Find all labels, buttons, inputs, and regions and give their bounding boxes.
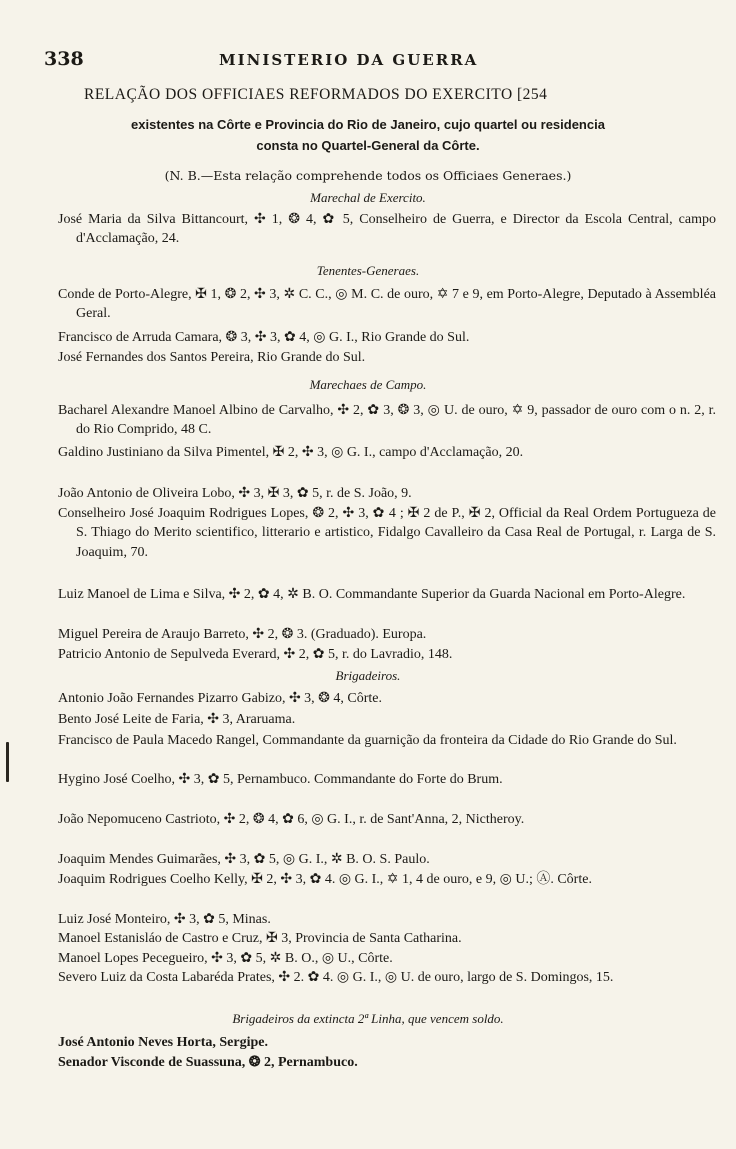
- margin-ink-mark: [6, 742, 9, 782]
- list-entry: Miguel Pereira de Araujo Barreto, ✣ 2, ❂ 3. (Graduado). Europa.: [58, 627, 427, 642]
- list-entry: Conselheiro José Joaquim Rodrigues Lopes, ❂ 2, ✣ 3, ✿ 4 ; ✠ 2 de P., ✠ 2, Official da Real Ordem Portugueza de S. Thiago do Merito scientifico, litterario e artistico, Fidalgo Cavalleiro da Casa Real de Portugal, r. Larga de S. Joaquim, 70.: [58, 506, 716, 560]
- list-entry: Manoel Estanisláo de Castro e Cruz, ✠ 3, Provincia de Santa Catharina.: [58, 931, 462, 946]
- document-title: RELAÇÃO DOS OFFICIAES REFORMADOS DO EXERCITO [254: [84, 86, 548, 103]
- list-entry: Galdino Justiniano da Silva Pimentel, ✠ 2, ✣ 3, ◎ G. I., campo d'Acclamação, 20.: [58, 445, 524, 460]
- page-header: [44, 48, 684, 72]
- list-entry: Luiz Manoel de Lima e Silva, ✣ 2, ✿ 4, ✲ B. O. Commandante Superior da Guarda Nacional em Porto-Alegre.: [58, 587, 686, 602]
- list-entry: Joaquim Rodrigues Coelho Kelly, ✠ 2, ✣ 3, ✿ 4. ◎ G. I., ✡ 1, 4 de ouro, e 9, ◎ U.; Ⓐ. Côrte.: [58, 872, 592, 887]
- list-entry: Francisco de Arruda Camara, ❂ 3, ✣ 3, ✿ 4, ◎ G. I., Rio Grande do Sul.: [58, 330, 470, 345]
- list-entry: Francisco de Paula Macedo Rangel, Commandante da guarnição da fronteira da Cidade do Rio Grande do Sul.: [58, 733, 677, 748]
- list-entry: José Maria da Silva Bittancourt, ✣ 1, ❂ 4, ✿ 5, Conselheiro de Guerra, e Director da Escola Central, campo d'Acclamação, 24.: [58, 212, 716, 247]
- list-entry: Bento José Leite de Faria, ✣ 3, Araruama.: [58, 712, 296, 727]
- section-heading: Tenentes-Generaes.: [316, 263, 420, 278]
- section-heading: Brigadeiros da extincta 2ª Linha, que vencem soldo.: [232, 1011, 504, 1026]
- list-entry: João Antonio de Oliveira Lobo, ✣ 3, ✠ 3, ✿ 5, r. de S. João, 9.: [58, 486, 412, 501]
- list-entry: Antonio João Fernandes Pizarro Gabizo, ✣ 3, ❂ 4, Côrte.: [58, 691, 383, 706]
- page-number: 338: [44, 48, 84, 70]
- running-title: MINISTERIO DA GUERRA: [219, 51, 479, 69]
- list-entry: João Nepomuceno Castrioto, ✣ 2, ❂ 4, ✿ 6, ◎ G. I., r. de Sant'Anna, 2, Nictheroy.: [58, 812, 525, 827]
- list-entry: Senador Visconde de Suassuna, ❂ 2, Pernambuco.: [58, 1055, 358, 1070]
- subtitle-line-2: consta no Quartel-General da Côrte.: [256, 138, 480, 153]
- list-entry: Hygino José Coelho, ✣ 3, ✿ 5, Pernambuco. Commandante do Forte do Brum.: [58, 772, 503, 787]
- section-heading: Marechaes de Campo.: [309, 377, 427, 392]
- list-entry: Luiz José Monteiro, ✣ 3, ✿ 5, Minas.: [58, 912, 271, 927]
- editorial-note: (N. B.—Esta relação comprehende todos os Officiaes Generaes.): [164, 168, 572, 183]
- section-heading: Brigadeiros.: [335, 668, 401, 683]
- list-entry: Joaquim Mendes Guimarães, ✣ 3, ✿ 5, ◎ G. I., ✲ B. O. S. Paulo.: [58, 852, 430, 867]
- list-entry: Bacharel Alexandre Manoel Albino de Carvalho, ✣ 2, ✿ 3, ❂ 3, ◎ U. de ouro, ✡ 9, passador de ouro com o n. 2, r. do Rio Comprido, 48 C.: [58, 403, 716, 438]
- section-heading: Marechal de Exercito.: [310, 190, 426, 205]
- list-entry: José Fernandes dos Santos Pereira, Rio Grande do Sul.: [58, 350, 366, 365]
- list-entry: Conde de Porto-Alegre, ✠ 1, ❂ 2, ✣ 3, ✲ C. C., ◎ M. C. de ouro, ✡ 7 e 9, em Porto-Alegre, Deputado à Assembléa Geral.: [58, 287, 716, 322]
- list-entry: Patricio Antonio de Sepulveda Everard, ✣ 2, ✿ 5, r. do Lavradio, 148.: [58, 647, 453, 662]
- list-entry: Severo Luiz da Costa Labaréda Prates, ✣ 2. ✿ 4. ◎ G. I., ◎ U. de ouro, largo de S. Domingos, 15.: [58, 970, 614, 985]
- subtitle-line-1: existentes na Côrte e Provincia do Rio de Janeiro, cujo quartel ou residencia: [131, 117, 605, 132]
- list-entry: Manoel Lopes Pecegueiro, ✣ 3, ✿ 5, ✲ B. O., ◎ U., Côrte.: [58, 951, 393, 966]
- list-entry: José Antonio Neves Horta, Sergipe.: [58, 1035, 268, 1050]
